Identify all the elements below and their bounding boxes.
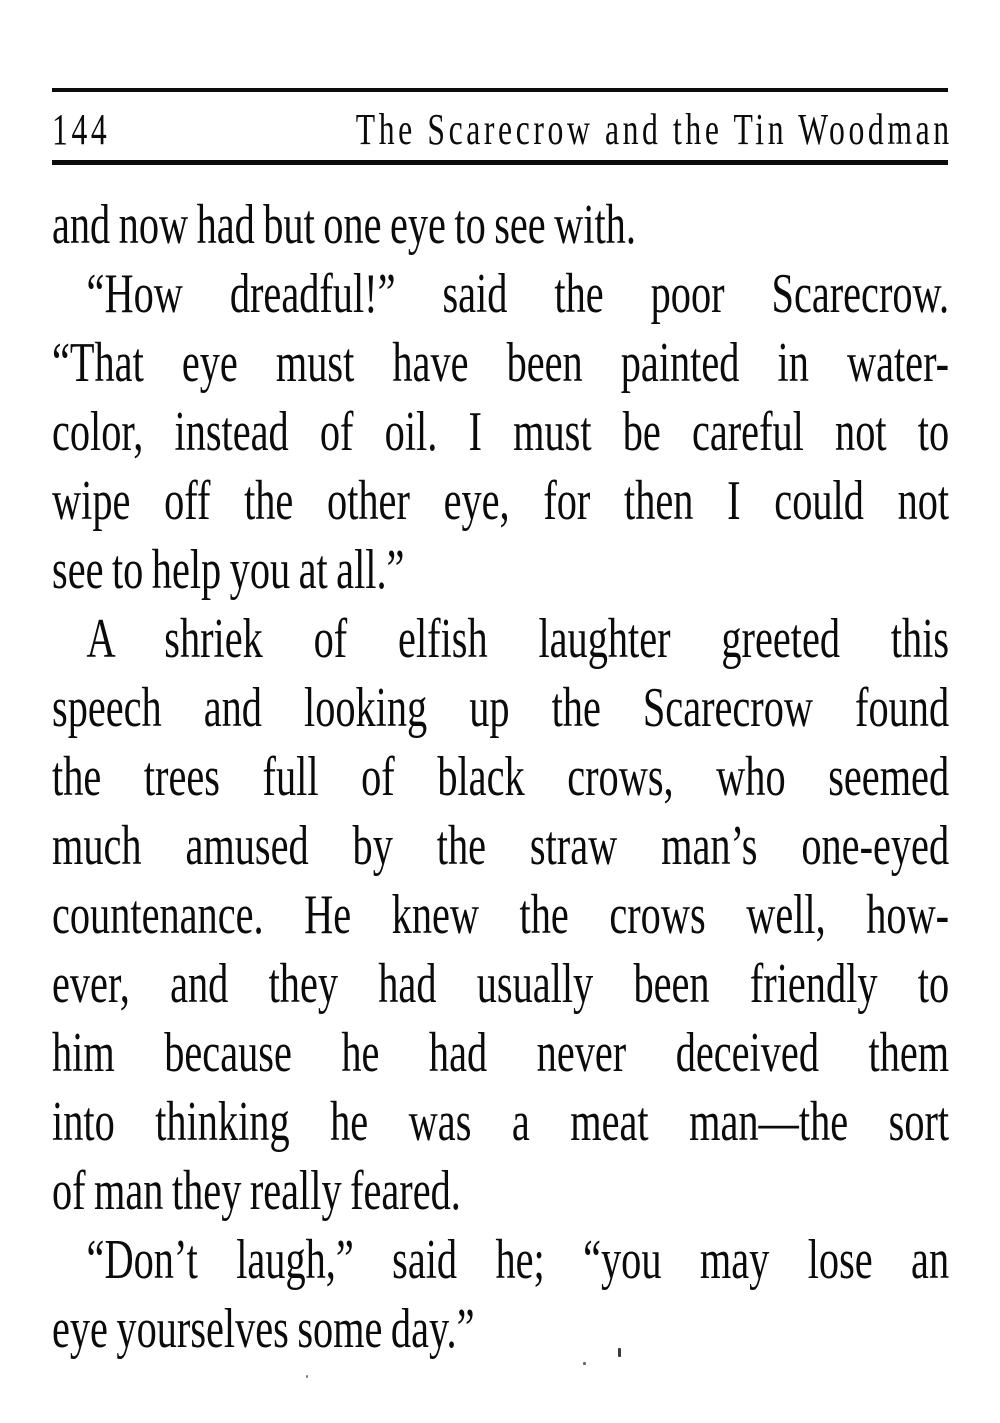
text-line: eye yourselves some day.” [52,1298,475,1360]
text-line: “How dreadful!” said the poor Scarecrow. [86,263,950,325]
paragraph [52,1226,949,1364]
text-line: color, instead of oil. I must be careful not to [52,401,950,463]
paragraph [52,605,949,1226]
text-line: speech and looking up the Scarecrow found [52,677,950,739]
paragraph [52,260,949,605]
running-header-title: The Scarecrow and the Tin Woodman [355,105,953,154]
text-line: much amused by the straw man’s one-eyed [52,815,950,877]
text-line: and now had but one eye to see with. [52,194,636,256]
text-line: of man they really feared. [52,1160,461,1222]
text-line: wipe off the other eye, for then I could not [52,470,950,532]
text-line: countenance. He knew the crows well, how- [52,884,950,946]
text-line: “That eye must have been painted in water- [52,332,950,394]
text-line: A shriek of elfish laughter greeted this [86,608,950,670]
body-text [52,191,949,1364]
paragraph [52,191,949,260]
header-rule-bottom [52,160,948,165]
scan-speck [306,1375,308,1378]
text-line: see to help you at all.” [52,539,405,601]
text-line: the trees full of black crows, who seemed [52,746,950,808]
text-line: into thinking he was a meat man—the sort [52,1091,950,1153]
text-line: him because he had never deceived them [52,1022,950,1084]
scan-speck [583,1362,586,1365]
scan-speck [618,1348,621,1357]
text-line: ever, and they had usually been friendly to [52,953,950,1015]
running-header [52,100,953,154]
page-number: 144 [52,105,111,154]
header-rule-top [52,88,948,92]
text-line: “Don’t laugh,” said he; “you may lose an [86,1229,950,1291]
